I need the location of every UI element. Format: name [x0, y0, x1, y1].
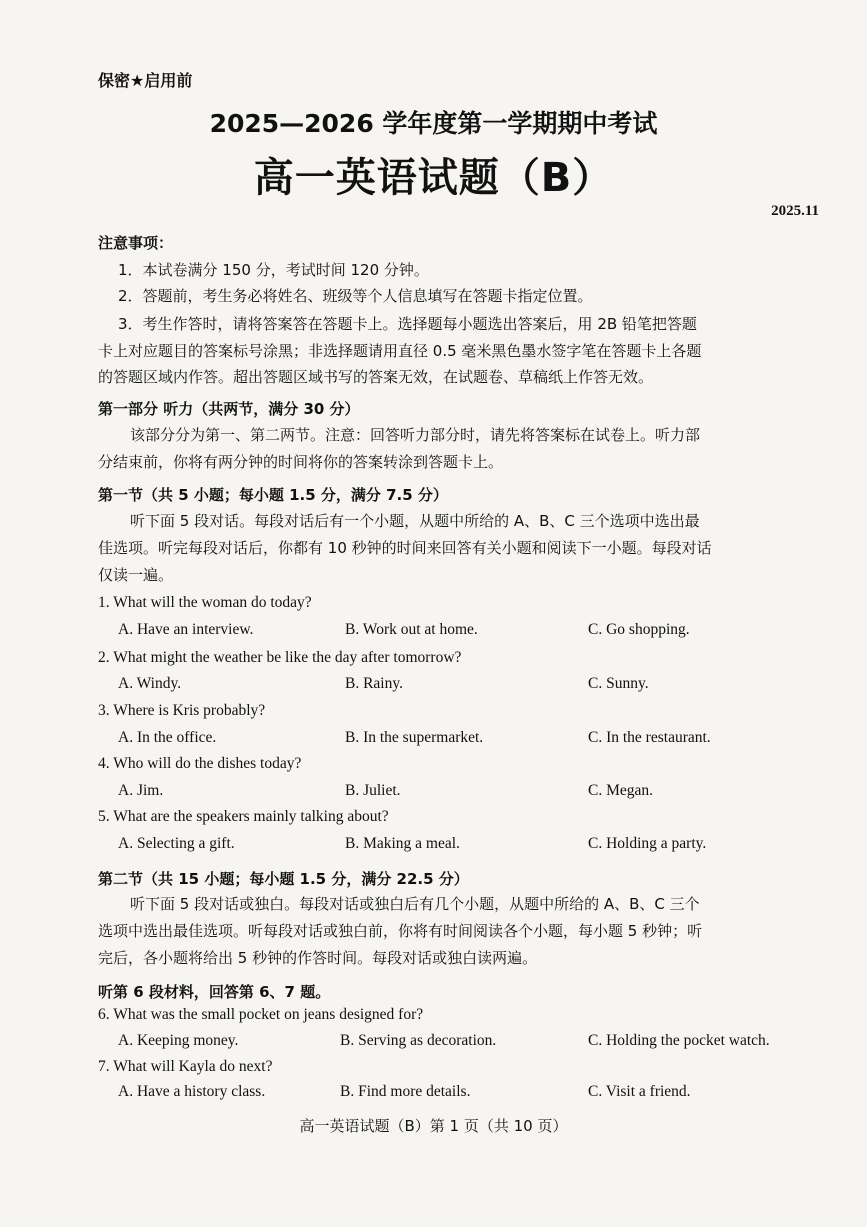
option-b: B. Work out at home.: [345, 621, 478, 638]
section2-intro: 选项中选出最佳选项。听每段对话或独白前，你将有时间阅读各个小题，每小题 5 秒钟；听: [98, 922, 703, 940]
question-3: 3. Where is Kris probably?: [98, 702, 266, 719]
question-2: 2. What might the weather be like the day after tomorrow?: [98, 649, 462, 666]
section1-intro: 仅读一遍。: [98, 566, 174, 584]
section2-intro: 完后，各小题将给出 5 秒钟的作答时间。每段对话或独白读两遍。: [98, 949, 538, 967]
section1-intro: 听下面 5 段对话。每段对话后有一个小题，从题中所给的 A、B、C 三个选项中选出最: [130, 512, 700, 530]
option-a: A. Have a history class.: [118, 1083, 266, 1100]
option-c: C. Holding the pocket watch.: [588, 1032, 770, 1049]
section2-intro: 听下面 5 段对话或独白。每段对话或独白后有几个小题，从题中所给的 A、B、C 三个: [130, 895, 700, 913]
option-a: A. Selecting a gift.: [118, 835, 235, 852]
part1-intro: 该部分分为第一、第二两节。注意：回答听力部分时，请先将答案标在试卷上。听力部: [130, 426, 701, 444]
notice-item: 3．考生作答时，请将答案答在答题卡上。选择题每小题选出答案后，用 2B 铅笔把答题: [118, 315, 697, 333]
option-c: C. Sunny.: [588, 675, 649, 692]
notice-item: 1．本试卷满分 150 分，考试时间 120 分钟。: [118, 261, 429, 279]
option-c: C. Go shopping.: [588, 621, 690, 638]
option-c: C. Holding a party.: [588, 835, 707, 852]
section1-heading: 第一节（共 5 小题；每小题 1.5 分，满分 7.5 分）: [98, 486, 448, 504]
option-b: B. In the supermarket.: [345, 729, 484, 746]
question-5: 5. What are the speakers mainly talking about?: [98, 808, 389, 825]
confidential-label: 保密★启用前: [98, 71, 193, 90]
notice-heading: 注意事项：: [98, 234, 174, 252]
part1-heading: 第一部分 听力（共两节，满分 30 分）: [98, 400, 360, 418]
page-footer: 高一英语试题（B）第 1 页（共 10 页）: [299, 1117, 568, 1135]
question-6: 6. What was the small pocket on jeans designed for?: [98, 1006, 424, 1023]
option-a: A. Windy.: [118, 675, 182, 692]
question-4: 4. Who will do the dishes today?: [98, 755, 302, 772]
option-c: C. Megan.: [588, 782, 654, 799]
option-a: A. Keeping money.: [118, 1032, 239, 1049]
option-a: A. Jim.: [118, 782, 164, 799]
material-heading: 听第 6 段材料，回答第 6、7 题。: [98, 983, 331, 1001]
question-1: 1. What will the woman do today?: [98, 594, 312, 611]
option-b: B. Find more details.: [340, 1083, 471, 1100]
option-c: C. In the restaurant.: [588, 729, 711, 746]
option-b: B. Rainy.: [345, 675, 403, 692]
option-b: B. Making a meal.: [345, 835, 460, 852]
part1-intro: 分结束前，你将有两分钟的时间将你的答案转涂到答题卡上。: [98, 453, 504, 471]
page-title: 高一英语试题（B）: [253, 155, 614, 201]
exam-date: 2025.11: [771, 203, 819, 219]
notice-item: 2．答题前，考生务必将姓名、班级等个人信息填写在答题卡指定位置。: [118, 287, 593, 305]
notice-item: 的答题区域内作答。超出答题区域书写的答案无效，在试题卷、草稿纸上作答无效。: [98, 368, 654, 386]
option-b: B. Serving as decoration.: [340, 1032, 497, 1049]
section1-intro: 佳选项。听完每段对话后，你都有 10 秒钟的时间来回答有关小题和阅读下一小题。每段对话: [98, 539, 712, 557]
question-7: 7. What will Kayla do next?: [98, 1058, 273, 1075]
option-a: A. Have an interview.: [118, 621, 254, 638]
exam-title: 2025—2026 学年度第一学期期中考试: [209, 109, 658, 138]
notice-item: 卡上对应题目的答案标号涂黑；非选择题请用直径 0.5 毫米黑色墨水签字笔在答题卡上各题: [98, 342, 702, 360]
option-c: C. Visit a friend.: [588, 1083, 691, 1100]
option-b: B. Juliet.: [345, 782, 401, 799]
section2-heading: 第二节（共 15 小题；每小题 1.5 分，满分 22.5 分）: [98, 870, 469, 888]
option-a: A. In the office.: [118, 729, 217, 746]
